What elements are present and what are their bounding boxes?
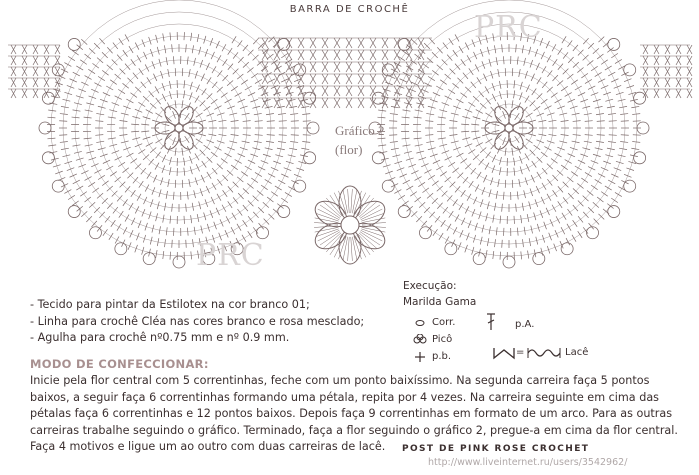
single-crochet-icon	[413, 351, 427, 363]
chain-stitch-icon	[413, 318, 427, 328]
scallop	[173, 256, 185, 268]
legend-lace: Lacê	[565, 347, 589, 358]
scallop	[561, 243, 573, 255]
material-item: - Linha para crochê Cléa nas cores branco e rosa mesclado;	[30, 314, 365, 328]
chart-2-subtitle: (flor)	[335, 142, 363, 157]
scallop	[89, 227, 101, 239]
stitch	[316, 229, 339, 237]
stitch	[323, 233, 341, 249]
stitch	[359, 201, 377, 217]
scallop	[503, 256, 515, 268]
flower-center	[341, 216, 359, 234]
watermark: PRC	[474, 10, 543, 45]
stitch	[348, 189, 350, 213]
scallop	[419, 227, 431, 239]
scallop	[624, 64, 636, 76]
legend-corr: Corr.	[432, 317, 456, 328]
credits-name: Marilda Gama	[403, 296, 477, 308]
stitch	[352, 190, 357, 214]
stitch	[348, 237, 350, 261]
stitch-ring	[453, 72, 565, 184]
stitch	[315, 218, 339, 223]
stitch	[316, 213, 339, 221]
instructions-heading: MODO DE CONFECCIONAR:	[30, 357, 209, 371]
lace-icon	[492, 345, 516, 361]
stitch	[351, 237, 353, 261]
scallop	[68, 206, 80, 218]
stitch	[361, 229, 384, 237]
stitch	[343, 237, 348, 261]
materials-list	[30, 297, 364, 347]
scallop	[294, 180, 306, 192]
stitch-ring	[75, 24, 283, 232]
flower-center	[175, 124, 183, 132]
scallop	[42, 92, 54, 104]
crochet-bar-pattern	[8, 38, 692, 108]
crochet-motif-left	[39, 0, 319, 268]
material-item: - Tecido para pintar da Estilotex na cor branco 01;	[30, 298, 310, 311]
stitch	[362, 227, 386, 232]
scallop	[278, 206, 290, 218]
scallop	[608, 206, 620, 218]
page-title: BARRA DE CROCHÊ	[289, 4, 410, 15]
stitch	[343, 190, 348, 214]
scallop	[608, 38, 620, 50]
stitch	[352, 237, 357, 261]
scallop	[587, 227, 599, 239]
scallop	[257, 227, 269, 239]
scallop	[624, 180, 636, 192]
scallop	[398, 206, 410, 218]
stitch	[361, 213, 384, 221]
post-credit: POST DE PINK ROSE CROCHET	[402, 444, 590, 454]
material-item: - Agulha para crochê nº0.75 mm e nº 0.9 mm.	[30, 331, 290, 344]
scallop	[68, 38, 80, 50]
stitch	[351, 189, 353, 213]
watermark: PRC	[196, 238, 265, 273]
credits-label: Execução:	[403, 280, 457, 292]
scallop	[115, 243, 127, 255]
scallop	[533, 253, 545, 265]
scallop	[445, 243, 457, 255]
scallop	[634, 152, 646, 164]
lace-equals: =	[516, 347, 525, 358]
source-url: http://www.liveinternet.ru/users/3542962/	[428, 457, 628, 468]
credits	[403, 278, 476, 310]
stitch	[359, 233, 377, 249]
double-crochet-icon	[484, 312, 498, 332]
scallop	[634, 92, 646, 104]
stitch-ring	[405, 24, 613, 232]
legend-pa: p.A.	[515, 319, 535, 330]
stitch	[362, 218, 386, 223]
scallop	[304, 152, 316, 164]
stitch	[323, 201, 341, 217]
picot-icon	[413, 334, 427, 346]
legend-pb: p.b.	[432, 351, 452, 362]
flower-center	[505, 124, 513, 132]
chart-2-label	[335, 121, 384, 159]
flower-chart-2	[311, 186, 390, 264]
petal	[339, 186, 361, 220]
chart-2-title: Gráfico 2	[335, 123, 385, 138]
stitch	[315, 227, 339, 232]
scallop	[42, 152, 54, 164]
lace-pattern-icon	[526, 345, 562, 361]
scallop	[39, 122, 51, 134]
legend-pico: Picô	[432, 334, 453, 345]
instructions-text: Inicie pela flor central com 5 correntinhas, feche com um ponto baixíssimo. Na segunda carreira faça 5 pontos baixos, a seguir faça 6 correntinhas formando uma pétala, repita por 4 vezes. Na carreira seguinte em cima das pétalas faça 6 correntinhas e 12 pontos baixos. Depois faça 9 correntinhas em formato de um arco. Para as outras carreiras trabalhe seguindo o gráfico. Terminado, faça a flor seguindo o gráfico 2, pregue-a em cima da flor central. Faça 4 motivos e ligue um ao outro com duas carreiras de lacê.	[30, 374, 678, 453]
petal	[339, 230, 361, 264]
stitch-ring	[123, 72, 235, 184]
